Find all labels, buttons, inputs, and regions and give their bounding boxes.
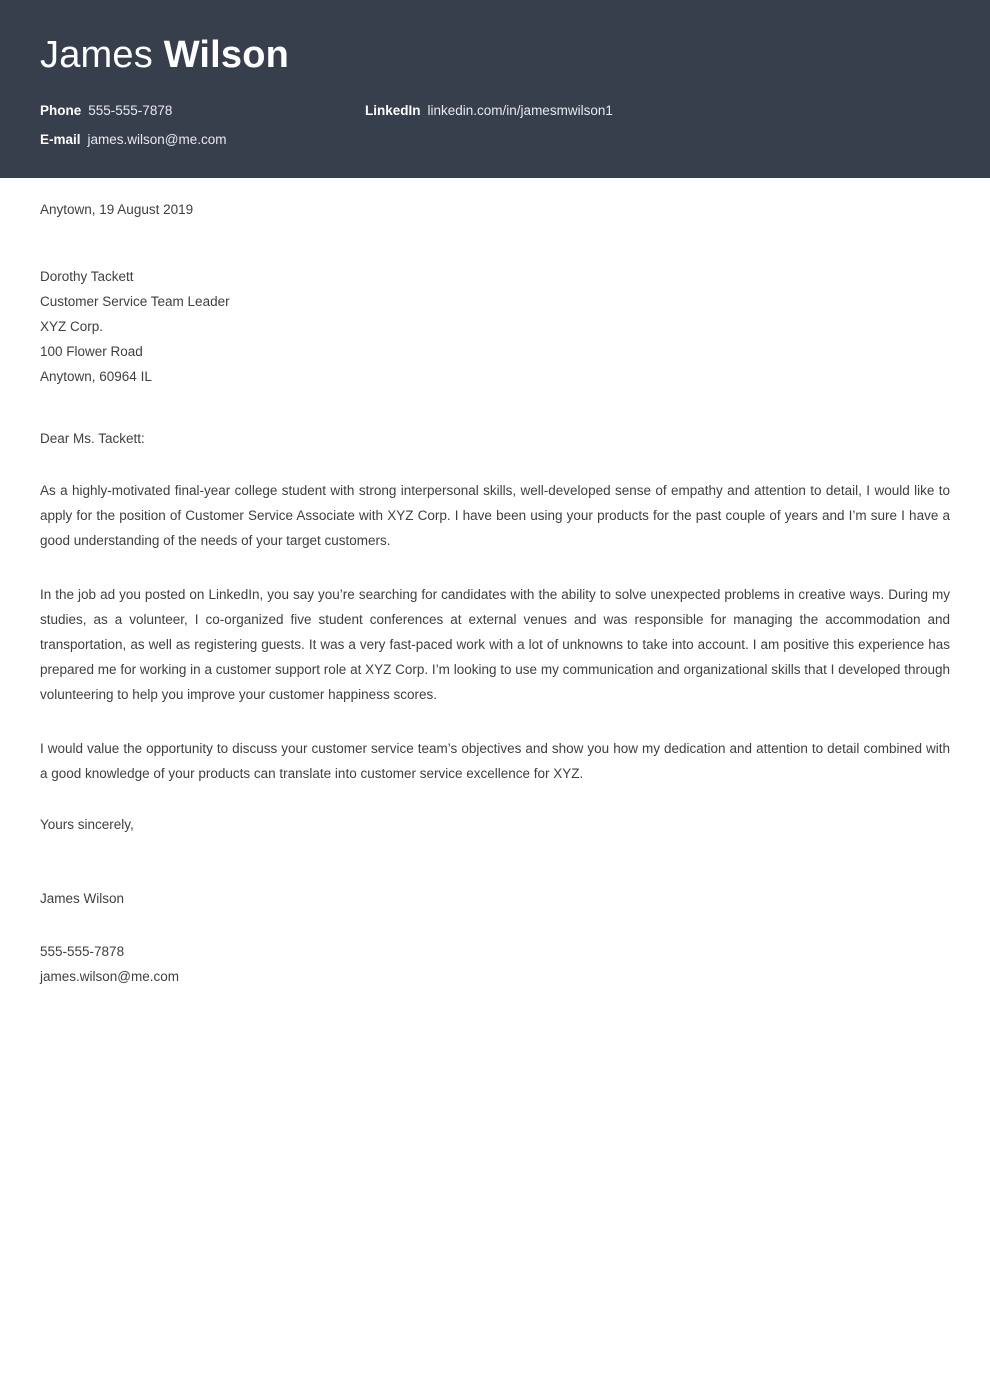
contact-linkedin-value: linkedin.com/in/jamesmwilson1 [427,103,613,118]
recipient-address-block [40,264,950,389]
salutation: Dear Ms. Tackett: [40,431,145,446]
contact-email[interactable] [40,131,365,149]
contact-details [40,102,950,149]
signature-block [40,889,950,989]
contact-linkedin-label: LinkedIn [365,103,421,118]
letter-header [0,0,990,178]
body-paragraph-2: In the job ad you posted on LinkedIn, you say you’re searching for candidates with the ability to solve unexpected problems in creative ways. During my studies, as a volunteer, I co-organized five student conferences at external venues and was responsible for managing the accommodation and transportation, as well as registering guests. It was a very fast-paced work with a lot of unknowns to take into account. I am positive this experience has prepared me for working in a customer support role at XYZ Corp. I’m looking to use my communication and organizational skills that I developed through volunteering to help you improve your customer happiness scores. [40,587,950,702]
last-name: Wilson [163,34,290,76]
contact-phone-label: Phone [40,103,82,118]
page-whitespace [40,989,950,1389]
contact-row-2 [40,131,950,149]
contact-row-1 [40,102,950,120]
recipient-company: XYZ Corp. [40,319,104,334]
body-paragraph-3: I would value the opportunity to discuss your customer service team’s objectives and show you how my dedication and attention to detail combined with a good knowledge of your products can translate into customer service excellence for XYZ. [40,741,950,781]
recipient-title: Customer Service Team Leader [40,294,230,309]
contact-email-label: E-mail [40,132,81,147]
contact-email-value: james.wilson@me.com [87,132,227,147]
signature-contacts [40,939,950,989]
body-paragraph-1: As a highly-motivated final-year college student with strong interpersonal skills, well-developed sense of empathy and attention to detail, I would like to apply for the position of Customer Service Associate with XYZ Corp. I have been using your products for the past couple of years and I’m sure I have a good understanding of the needs of your target customers. [40,483,950,548]
closing-line: Yours sincerely, [40,817,134,832]
contact-phone[interactable] [40,102,365,120]
page-title [40,32,950,78]
recipient-city: Anytown, 60964 IL [40,369,152,384]
signature-phone: 555-555-7878 [40,944,125,959]
recipient-name: Dorothy Tackett [40,269,134,284]
recipient-street: 100 Flower Road [40,344,143,359]
first-name: James [40,34,153,76]
date-line: Anytown, 19 August 2019 [40,202,194,217]
letter-body [0,178,990,1389]
contact-linkedin[interactable] [365,102,613,120]
signature-email: james.wilson@me.com [40,969,179,984]
contact-phone-value: 555-555-7878 [88,103,173,118]
signature-name: James Wilson [40,891,125,906]
